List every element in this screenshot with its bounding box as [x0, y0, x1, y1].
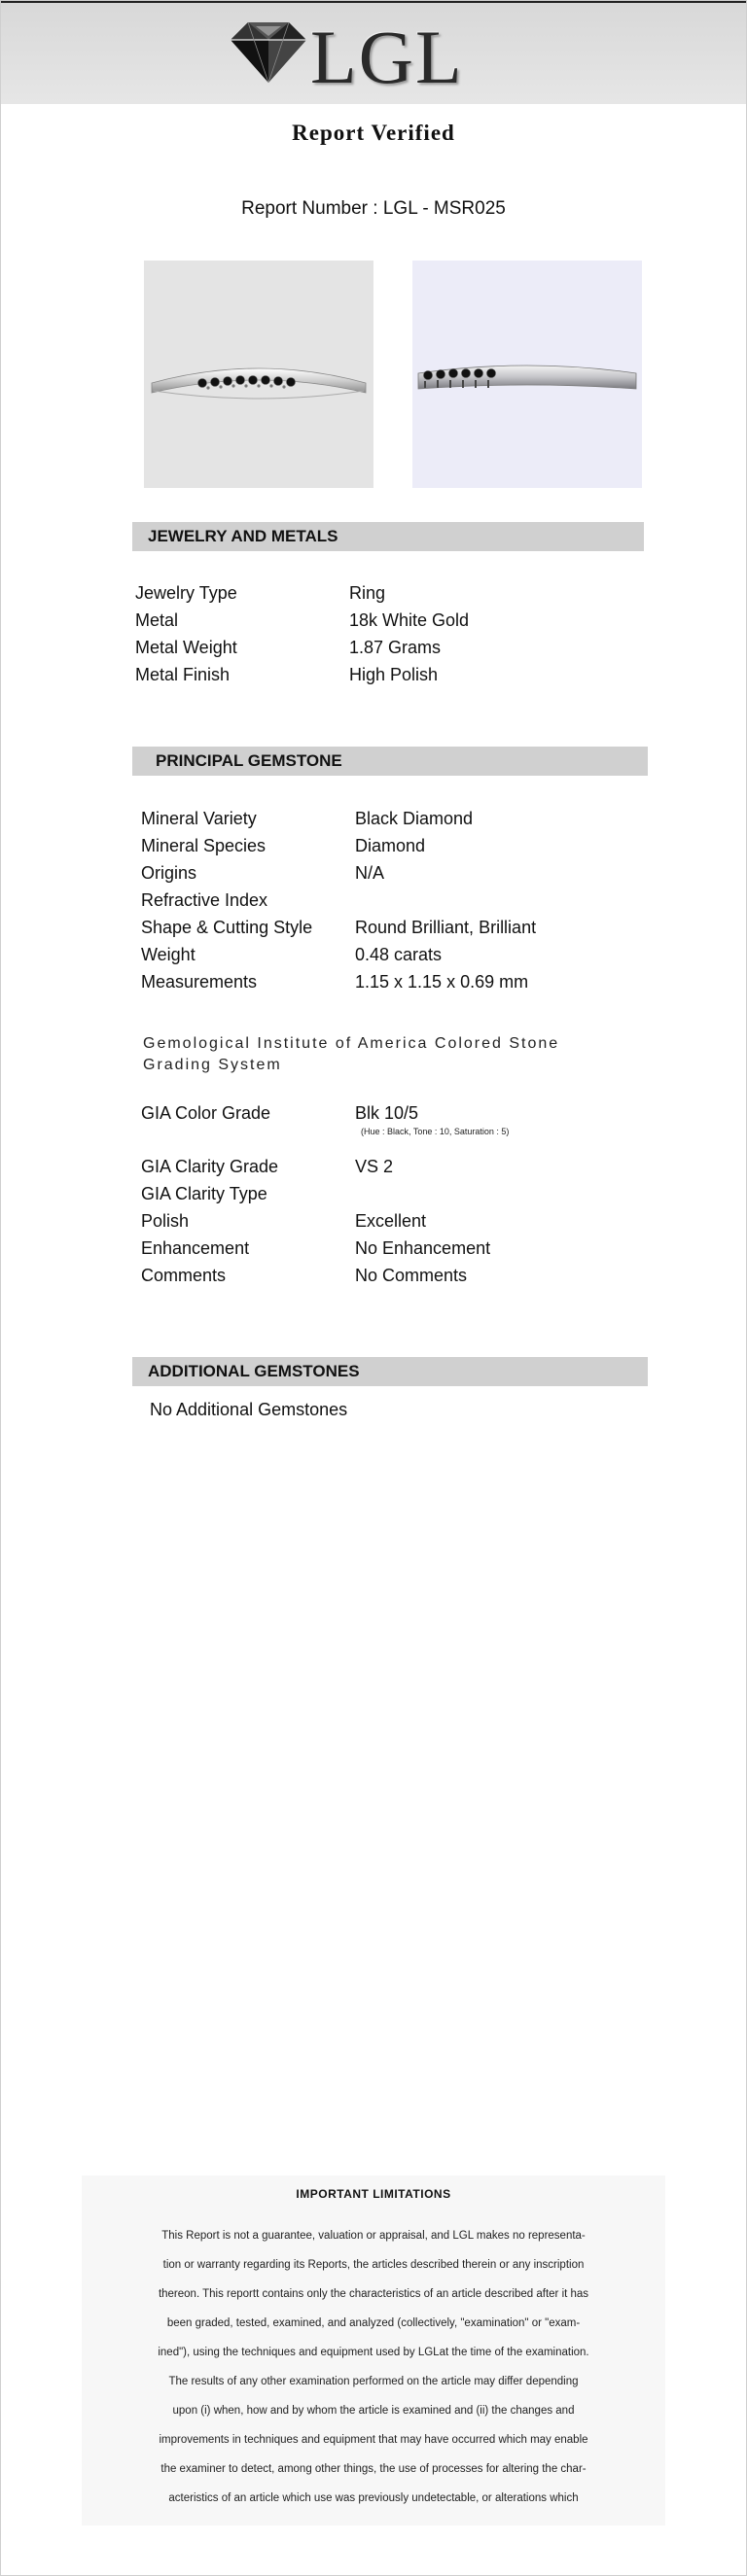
limitations-line: The results of any other examination performed on the article may differ depending: [168, 2376, 579, 2387]
gia-system-heading: Gemological Institute of America Colored Stone Grading System: [143, 1035, 560, 1073]
enhancement-label: Enhancement: [141, 1238, 250, 1258]
metal-weight-label: Metal Weight: [135, 638, 237, 657]
measurements-label: Measurements: [141, 972, 258, 992]
limitations-line: thereon. This reportt contains only the characteristics of an article described after it has: [158, 2288, 589, 2300]
weight-label: Weight: [141, 945, 196, 964]
metal-finish-label: Metal Finish: [135, 665, 231, 684]
mineral-species-label: Mineral Species: [141, 836, 267, 855]
limitations-line: ined"), using the techniques and equipment used by LGLat the time of the examination.: [158, 2347, 589, 2358]
lgl-logo: [227, 15, 480, 99]
origins-label: Origins: [141, 863, 197, 883]
header-banner: [1, 1, 746, 104]
gia-color-grade-value: Blk 10/5: [355, 1103, 419, 1123]
origins-value: N/A: [355, 863, 385, 883]
measurements-value: 1.15 x 1.15 x 0.69 mm: [355, 972, 529, 992]
no-additional-gemstones: No Additional Gemstones: [150, 1400, 348, 1419]
shape-cutting-label: Shape & Cutting Style: [141, 918, 313, 937]
mineral-species-value: Diamond: [355, 836, 426, 855]
limitations-title: IMPORTANT LIMITATIONS: [296, 2187, 451, 2201]
enhancement-value: No Enhancement: [355, 1238, 491, 1258]
metal-value: 18k White Gold: [349, 610, 470, 630]
ring-photo-side: [412, 261, 642, 488]
metal-weight-value: 1.87 Grams: [349, 638, 442, 657]
gia-clarity-grade-label: GIA Clarity Grade: [141, 1157, 279, 1176]
diamond-icon: [227, 18, 310, 87]
polish-value: Excellent: [355, 1211, 427, 1231]
ring-photo-front: [144, 261, 374, 488]
section-additional-gemstones: ADDITIONAL GEMSTONES: [132, 1357, 648, 1386]
limitations-line: tion or warranty regarding its Reports, the articles described therein or any inscription: [162, 2259, 585, 2271]
limitations-line: improvements in techniques and equipment that may have occurred which may enable: [159, 2434, 588, 2446]
limitations-line: This Report is not a guarantee, valuation or appraisal, and LGL makes no representa-: [161, 2230, 586, 2242]
section-jewelry-metals: JEWELRY AND METALS: [132, 522, 644, 551]
shape-cutting-value: Round Brilliant, Brilliant: [355, 918, 537, 937]
jewelry-type-label: Jewelry Type: [135, 583, 237, 603]
jewelry-type-value: Ring: [349, 583, 386, 603]
important-limitations: [82, 2176, 665, 2525]
limitations-line: been graded, tested, examined, and analyzed (collectively, "examination" or "exam-: [166, 2317, 581, 2329]
comments-value: No Comments: [355, 1266, 468, 1285]
gia-clarity-type-label: GIA Clarity Type: [141, 1184, 267, 1203]
mineral-variety-value: Black Diamond: [355, 809, 474, 828]
metal-label: Metal: [135, 610, 179, 630]
limitations-line: the examiner to detect, among other things, the use of processes for altering the char-: [160, 2463, 587, 2475]
weight-value: 0.48 carats: [355, 945, 443, 964]
limitations-line: upon (i) when, how and by whom the article is examined and (ii) the changes and: [172, 2405, 575, 2417]
logo-text: LGL: [310, 15, 464, 99]
polish-label: Polish: [141, 1211, 190, 1231]
report-number: Report Number : LGL - MSR025: [241, 198, 506, 219]
section-principal-gemstone: PRINCIPAL GEMSTONE: [132, 747, 648, 776]
comments-label: Comments: [141, 1266, 227, 1285]
color-grade-note: (Hue : Black, Tone : 10, Saturation : 5): [361, 1127, 510, 1136]
limitations-line: acteristics of an article which use was previously undetectable, or alterations which: [168, 2492, 579, 2504]
metal-finish-value: High Polish: [349, 665, 439, 684]
mineral-variety-label: Mineral Variety: [141, 809, 257, 828]
page-title: Report Verified: [292, 121, 455, 145]
refractive-index-label: Refractive Index: [141, 890, 268, 910]
gia-color-grade-label: GIA Color Grade: [141, 1103, 271, 1123]
gia-clarity-grade-value: VS 2: [355, 1157, 394, 1176]
